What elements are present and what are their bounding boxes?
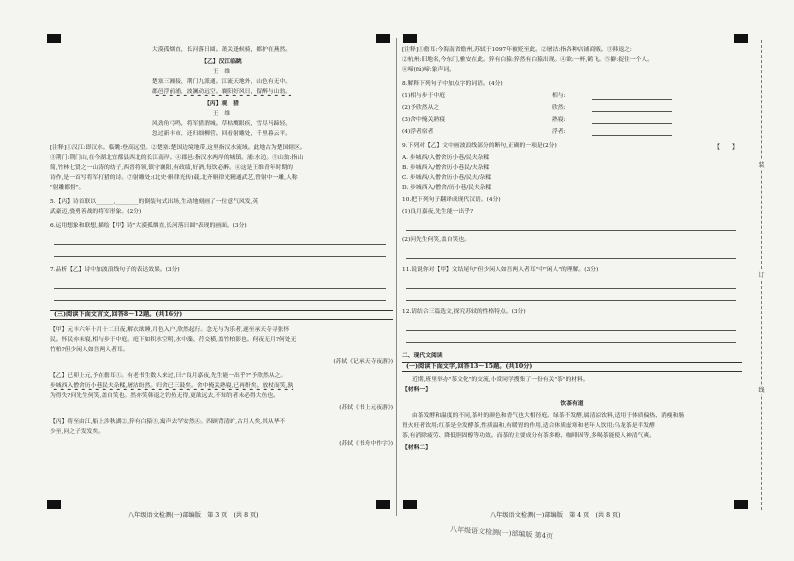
answer-line[interactable] — [406, 230, 736, 231]
answer-line[interactable] — [54, 300, 386, 301]
question-10: 10.把下列句子翻译成现代汉语。(4分) — [402, 197, 501, 203]
poem-author: 王 维 — [212, 111, 231, 117]
answer-line[interactable] — [54, 244, 386, 245]
option-c: C. 步城西/入僧舍历小巷/民夫/杂糅 — [402, 175, 492, 181]
poem-line: 楚塞三湘接，荆门九派通。江流天地外，山色有无中。 — [151, 79, 292, 85]
binding-char: 装 — [758, 162, 765, 169]
answer-line[interactable] — [592, 111, 672, 112]
question-11: 11.说说你对【甲】文结尾句"但少闲人如吾两人者耳"中"闲人"的理解。(3分) — [402, 267, 599, 273]
poem-line: 风劲角弓鸣，将军猎渭城。草枯鹰眼疾，雪尽马蹄轻。 — [151, 121, 292, 127]
answer-line[interactable] — [54, 288, 386, 289]
poem-line: 忽过新丰市，还归细柳营。回看射雕处，千里暮云平。 — [151, 131, 292, 137]
page-divider — [396, 38, 397, 516]
q8-answer-label: 欣然: — [552, 105, 566, 111]
question-5-cont: 武豪迈,骁勇善战的将军形象。(2分) — [50, 209, 142, 215]
q8-answer-label: 熟寝: — [552, 117, 566, 123]
option-b: B. 步城西入/僧舍历小巷民/夫杂糅 — [402, 165, 490, 171]
answer-line[interactable] — [592, 135, 672, 136]
answer-line[interactable] — [406, 258, 736, 259]
question-9: 9.下列对【乙】文中画波浪线部分的断句,正确的一项是(2分) — [402, 143, 557, 149]
poem-line-wavy: 郡邑浮前浦，波澜动远空。襄阳好风日，留醉与山翁。 — [151, 89, 292, 95]
passage-line: 【乙】已卯上元,予在儋耳①。有老书生数人来过,曰:"良月嘉夜,先生能一出乎?"予欣然从之。 — [50, 373, 287, 379]
answer-line[interactable] — [406, 342, 736, 343]
passage-line: 为得失?问先生何笑,盖自笑也。然亦笑韩退之钓鱼无得,更欲远去,不知钓者未必得大鱼也。 — [50, 393, 279, 399]
binding-char: 线 — [758, 387, 765, 394]
annotation-line: ③荆门:荆门山,在今湖北宜都县西北的长江南岸。④郡邑:指汉水两岸的城镇。浦:水边。⑤山翁:指山 — [50, 155, 304, 161]
answer-line[interactable] — [54, 256, 386, 257]
passage-source: (苏轼《书舟中作字》) — [339, 441, 393, 447]
q8-answer-label: 相与: — [552, 93, 566, 99]
annotation-line: 简,竹林七贤之一山涛的幼子,西晋将领,镇守襄阳,有政绩,好酒,每饮必醉。⑥这是王维青年时期的 — [50, 165, 293, 171]
annotation-line: [注释]①儋耳:今海南省儋州,苏轼于1097年被贬至此。②屠沽:指各种店铺商贩。③韩退之: — [402, 47, 632, 53]
answer-line[interactable] — [406, 288, 736, 289]
page-footer: 八年级语文检测(一)部编版 第 4 页 (共 8 页) — [490, 512, 621, 519]
question-12: 12.请结合三篇选文,探究苏轼的性格特点。(3分) — [402, 309, 526, 315]
annotation-line: [注释]①汉江:即汉水。临眺:登高远望。②楚塞:楚国边境地带,这里指汉水流域。此地古为楚国辖区。 — [50, 145, 306, 151]
binding-char: 订 — [758, 272, 765, 279]
q8-answer-label: 浮者: — [552, 129, 566, 135]
q10-item: (2)问先生何笑,盖自笑也。 — [402, 237, 471, 243]
section-heading: 二、现代文阅读 — [402, 353, 443, 359]
passage-line: 民。怀民亦未寝,相与步于中庭。庭下如积水空明,水中藻、荇交横,盖竹柏影也。何夜无月?何处无 — [50, 337, 297, 343]
answer-line[interactable] — [592, 123, 672, 124]
question-8: 8.解释下列句子中加点字的词语。(4分) — [402, 81, 503, 87]
passage-line-wavy: 步城西入僧舍历小巷民夫杂糅,屠沽纷然。归舍已三鼓矣。舍中掩关熟寝,已再鼾矣。放杖而笑,孰 — [50, 383, 294, 389]
passage-line: 【丙】将至由江,船上涉秋湖②,猝有白猿③,寓声去罕安然④。四顾背清旷,古月人矣,其从华不 — [50, 419, 286, 425]
right-page — [402, 44, 742, 512]
answer-line[interactable] — [406, 330, 736, 331]
q10-item: (1)良月嘉夜,先生能一出乎? — [402, 209, 474, 215]
poem-author: 王 维 — [212, 69, 231, 75]
q8-item: (2)予欣然从之 — [402, 105, 440, 111]
answer-line[interactable] — [592, 99, 672, 100]
material-line: 由茶发酵和温度的不同,茶叶的颜色和香气也大相径庭。绿茶不发酵,属清凉饮料,适用于体质偏热、消瘦和肠 — [412, 413, 685, 419]
passage-line: 【甲】元丰六年十月十二日夜,解衣欲睡,月色入户,欣然起行。念无与为乐者,遂至承天寺寻张怀 — [50, 327, 290, 333]
material-line: 胃火旺者饮用;红茶是全发酵茶,性质温和,有暖胃的作用,适合体质虚寒和老年人饮用;乌龙茶是半发酵 — [402, 423, 655, 429]
question-6: 6.运用想象和联想,描绘【甲】诗"大漠孤烟直,长河落日圆"表现的画面。(3分) — [50, 223, 247, 229]
annotation-line: ②杭州:旧地名,今东门,雅安在此。猝有白猿:猝然有白猿出现。④欲:一杯,鹤飞。⑤擗:捉住一个人。 — [402, 57, 654, 63]
q8-item: (4)浮者宿者 — [402, 129, 434, 135]
q8-item: (1)相与步于中庭 — [402, 93, 445, 99]
registration-mark — [47, 34, 61, 43]
binding-strip — [748, 40, 782, 510]
annotation-line: "射雕都督"。 — [50, 185, 85, 191]
material-line: 茶,有消除疲劳、降低胆固醇等功效。而茶的主要成分有茶多酚、咖啡因等,多喝茶能使人神清气爽。 — [402, 433, 655, 439]
passage-line: 少至,问之子发发矣。 — [50, 429, 105, 435]
material-label: 【材料二】 — [402, 445, 431, 451]
registration-mark — [403, 34, 417, 43]
question-7: 7.品析【乙】诗中加波浪线句子的表达效果。(3分) — [50, 267, 180, 273]
option-a: A. 步城西/入僧舍历小巷/民夫杂糅 — [402, 155, 490, 161]
poem-title: 【乙】汉江临眺 — [201, 59, 242, 65]
passage-line: 竹柏?但少闲人如吾两人者耳。 — [50, 347, 129, 353]
answer-line[interactable] — [406, 300, 736, 301]
answer-bracket[interactable]: 【 】 — [713, 144, 738, 151]
poem-title: 【丙】观 猎 — [204, 101, 239, 107]
page-footer: 八年级语文检测(一)部编版 第 3 页 (共 8 页) — [128, 512, 259, 519]
passage-source: (苏轼《书上元夜游》) — [339, 405, 393, 411]
registration-mark — [734, 34, 748, 43]
section-heading: (三)阅读下面文言文,回答8～12题。(共16分) — [50, 310, 393, 320]
q8-item: (3)舍中掩关熟寝 — [402, 117, 445, 123]
material-label: 【材料一】 — [402, 387, 431, 393]
bleed-through-text: 八年级语文检测(一)部编版 第4页 — [449, 525, 554, 541]
annotation-line: ⑥啼(fú)啼:象声词。 — [402, 67, 455, 73]
material-title: 饮茶有道 — [560, 401, 584, 407]
section-subheading: (一)阅读下面文字,回答13～15题。(共10分) — [402, 362, 742, 372]
option-d: D. 步城西入/僧舍/历小巷/民夫杂糅 — [402, 185, 492, 191]
left-page — [50, 44, 393, 512]
passage-intro: 近期,班里举办"茶文化"的交流,小赏同学搜集了一份有关"茶"的材料。 — [412, 377, 589, 383]
annotation-line: 诗作,是一首写将军打猎的诗。⑦射雕处:(北史·斛律光传)载,北齐斛律光精通武艺,曾射中一雕,人称 — [50, 175, 298, 181]
poem-line: 大漠孤烟直，长河落日圆。萧关逢候骑，都护在燕然。 — [151, 47, 292, 53]
question-5: 5.【丙】诗首联以______,________的倒装句式出场,生动地刻画了一位意气风发,英 — [50, 199, 259, 205]
passage-source: (苏轼《记承天寺夜游》) — [333, 359, 393, 365]
registration-mark — [376, 34, 390, 43]
